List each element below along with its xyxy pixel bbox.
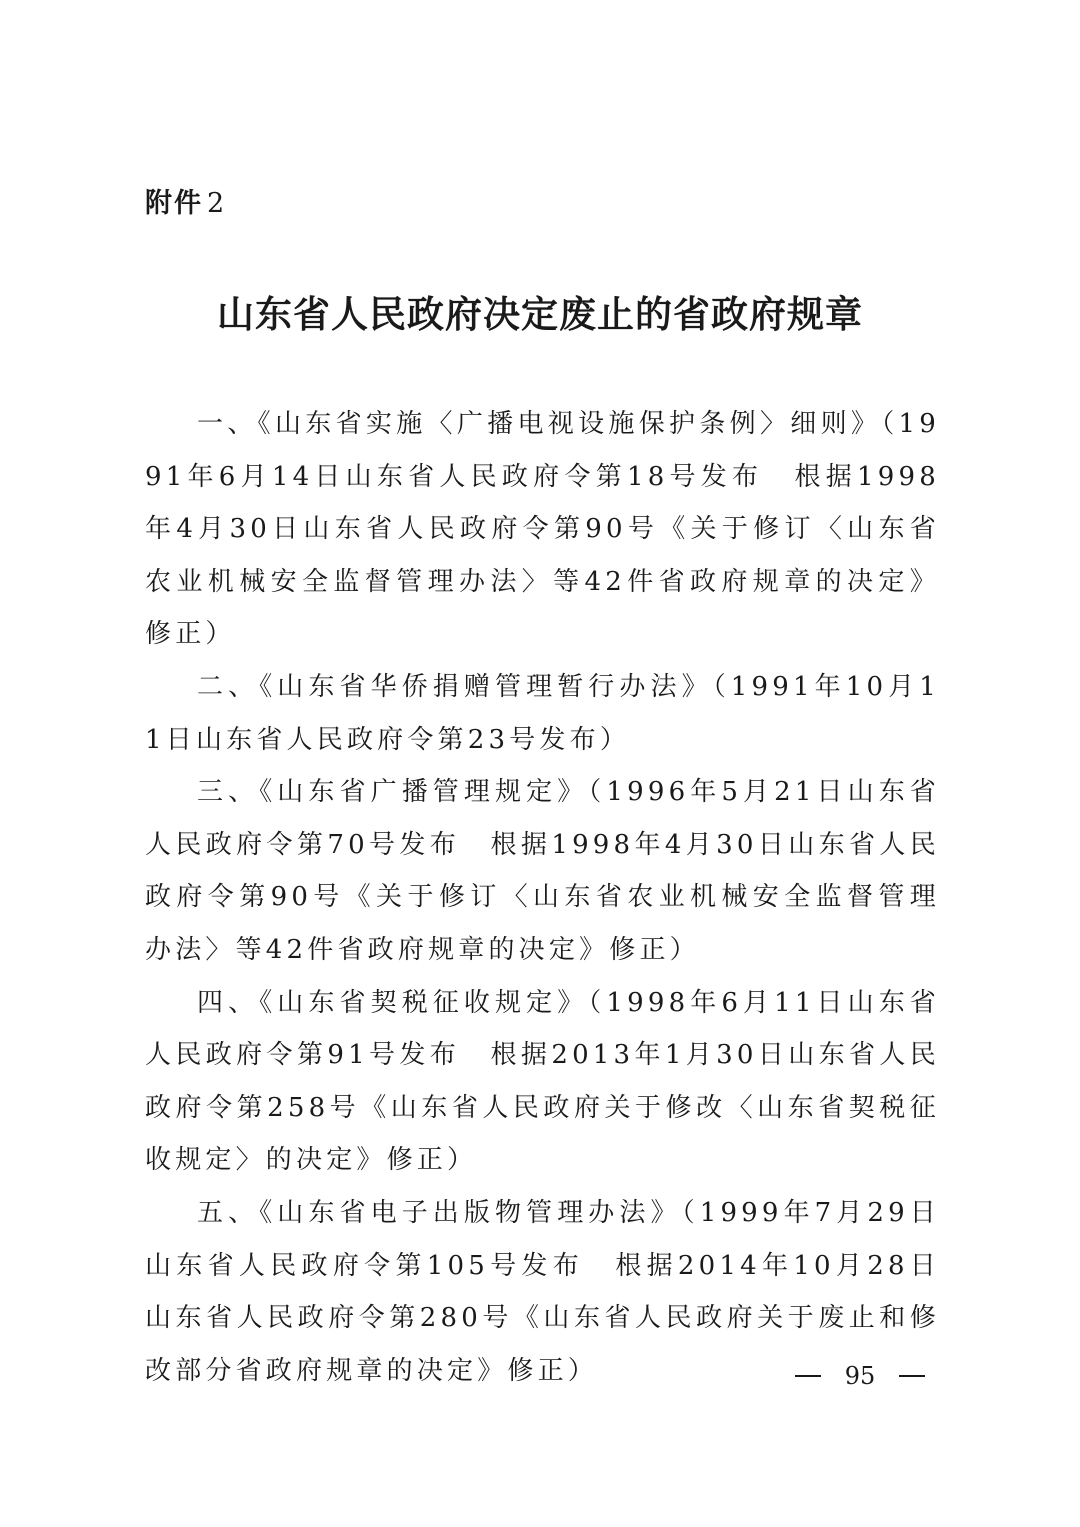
paragraph-item-4: 四、《山东省契税征收规定》（1998年6月11日山东省人民政府令第91号发布 根据2013年1月30日山东省人民政府令第258号《山东省人民政府关于修改〈山东省契税征收规定〉的决定》修正） <box>145 987 940 1176</box>
document-body <box>145 398 940 1397</box>
page-footer <box>795 1358 925 1394</box>
attachment-number: 2 <box>207 188 227 219</box>
left-dash-divider <box>795 1375 821 1377</box>
paragraph-item-5: 五、《山东省电子出版物管理办法》（1999年7月29日山东省人民政府令第105号发布 根据2014年10月28日山东省人民政府令第280号《山东省人民政府关于废止和修改部分省政府规章的决定》修正） <box>145 1197 940 1386</box>
right-dash-divider <box>899 1375 925 1377</box>
attachment-label-text: 附件 <box>145 188 203 219</box>
paragraph-item-1: 一、《山东省实施〈广播电视设施保护条例〉细则》（1991年6月14日山东省人民政府令第18号发布 根据1998年4月30日山东省人民政府令第90号《关于修订〈山东省农业机械安全监督管理办法〉等42件省政府规章的决定》修正） <box>145 409 940 650</box>
document-title: 山东省人民政府决定废止的省政府规章 <box>217 292 863 336</box>
paragraph-item-2: 二、《山东省华侨捐赠管理暂行办法》（1991年10月11日山东省人民政府令第23号发布） <box>145 671 940 755</box>
attachment-label <box>145 186 226 222</box>
page-number: 95 <box>844 1362 876 1390</box>
paragraph-item-3: 三、《山东省广播管理规定》（1996年5月21日山东省人民政府令第70号发布 根据1998年4月30日山东省人民政府令第90号《关于修订〈山东省农业机械安全监督管理办法〉等42件省政府规章的决定》修正） <box>145 777 940 965</box>
